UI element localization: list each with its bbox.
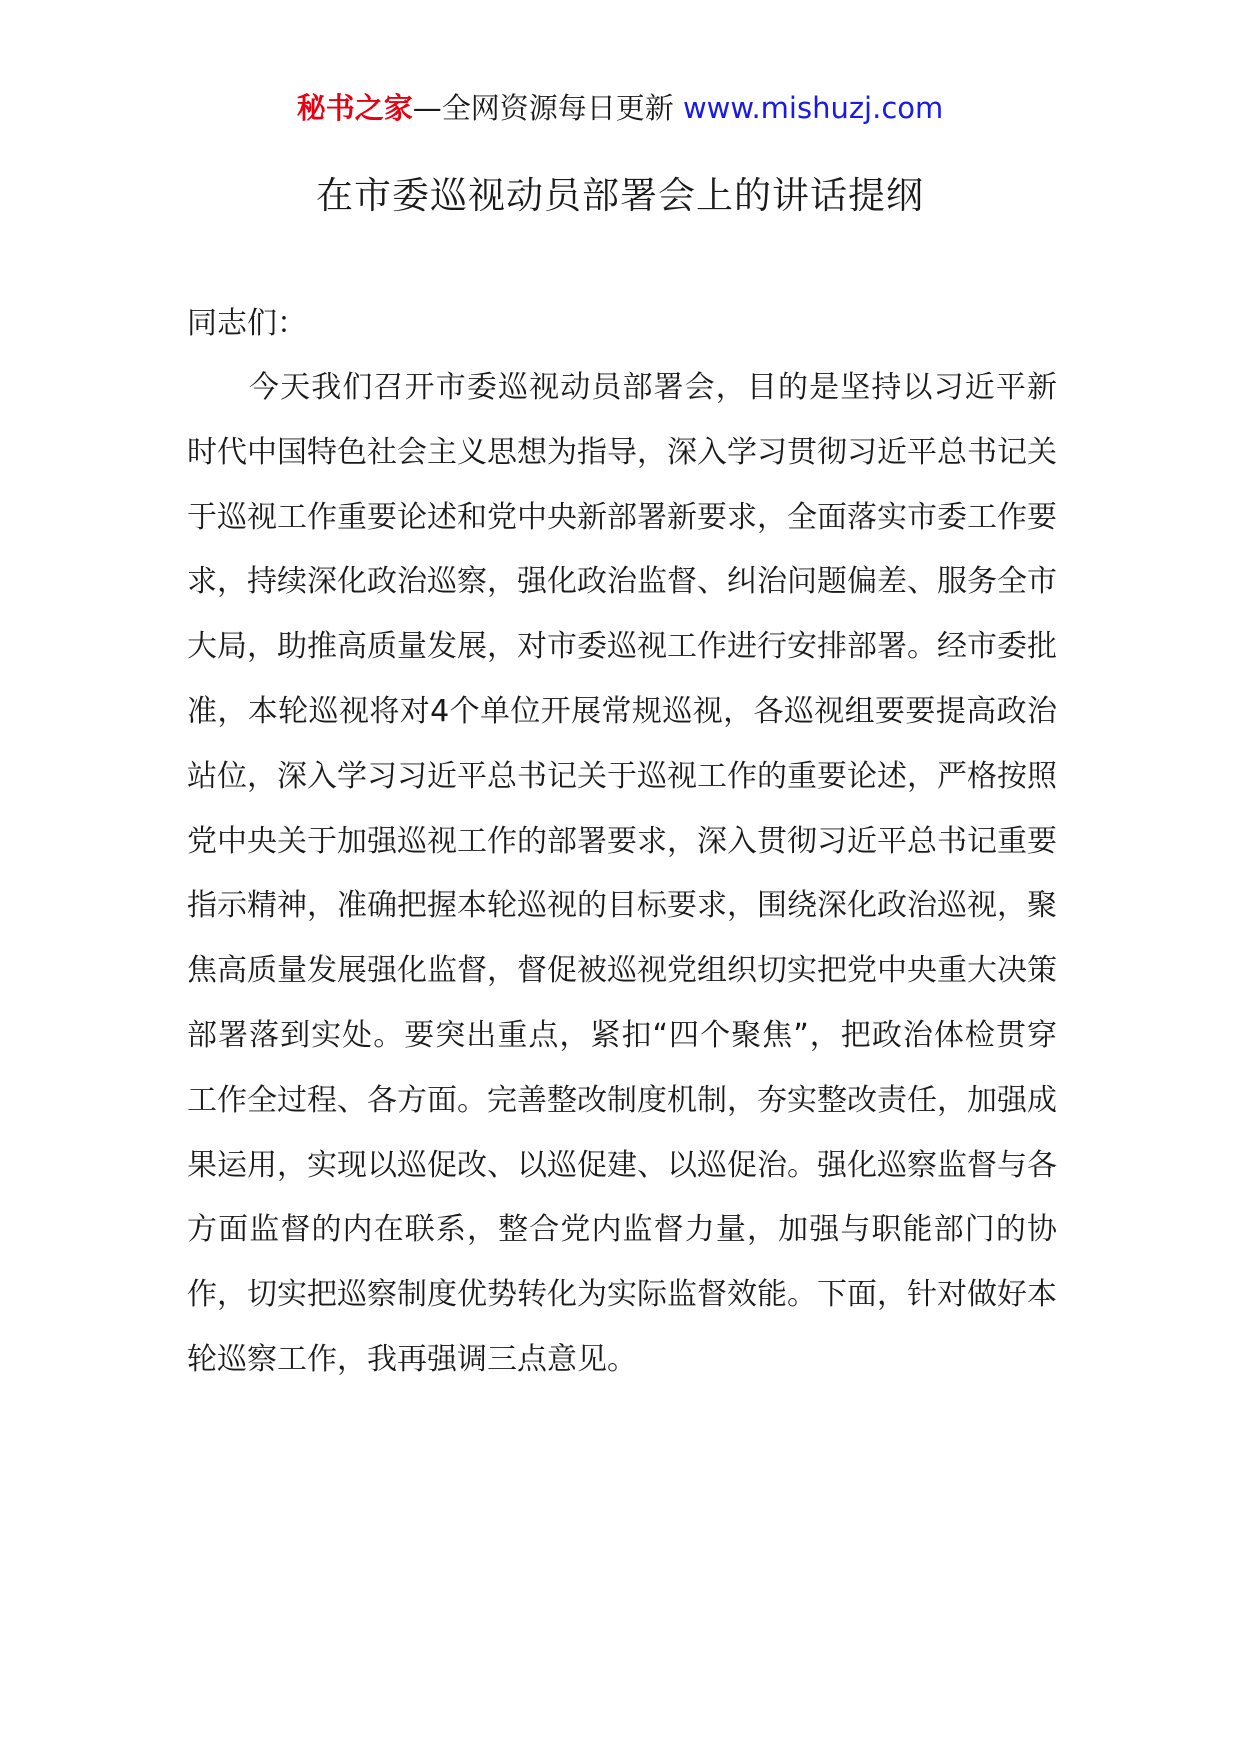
paragraph-1: 今天我们召开市委巡视动员部署会，目的是坚持以习近平新时代中国特色社会主义思想为指导，深入学习贯彻习近平总书记关于巡视工作重要论述和党中央新部署新要求，全面落实市委工作要求，持续深化政治巡察，强化政治监督、纠治问题偏差、服务全市大局，助推高质量发展，对市委巡视工作进行安排部署。经市委批准，本轮巡视将对4个单位开展常规巡视，各巡视组要要提高政治站位，深入学习习近平总书记关于巡视工作的重要论述，严格按照党中央关于加强巡视工作的部署要求，深入贯彻习近平总书记重要指示精神，准确把握本轮巡视的目标要求，围绕深化政治巡视，聚焦高质量发展强化监督，督促被巡视党组织切实把党中央重大决策部署落到实处。要突出重点，紧扣“四个聚焦”，把政治体检贯穿工作全过程、各方面。完善整改制度机制，夯实整改责任，加强成果运用，实现以巡促改、以巡促建、以巡促治。强化巡察监督与各方面监督的内在联系，整合党内监督力量，加强与职能部门的协作，切实把巡察制度优势转化为实际监督效能。下面，针对做好本轮巡察工作，我再强调三点意见。: [187, 370, 1057, 1377]
site-url-link[interactable]: www.mishuzj.com: [682, 91, 944, 125]
salutation: 同志们：: [187, 306, 307, 341]
site-brand: 秘书之家: [296, 91, 413, 125]
document-title: 在市委巡视动员部署会上的讲话提纲: [316, 174, 924, 217]
site-header: [0, 88, 1240, 128]
site-tagline: —全网资源每日更新: [412, 91, 674, 125]
document-body: [187, 292, 1057, 1393]
